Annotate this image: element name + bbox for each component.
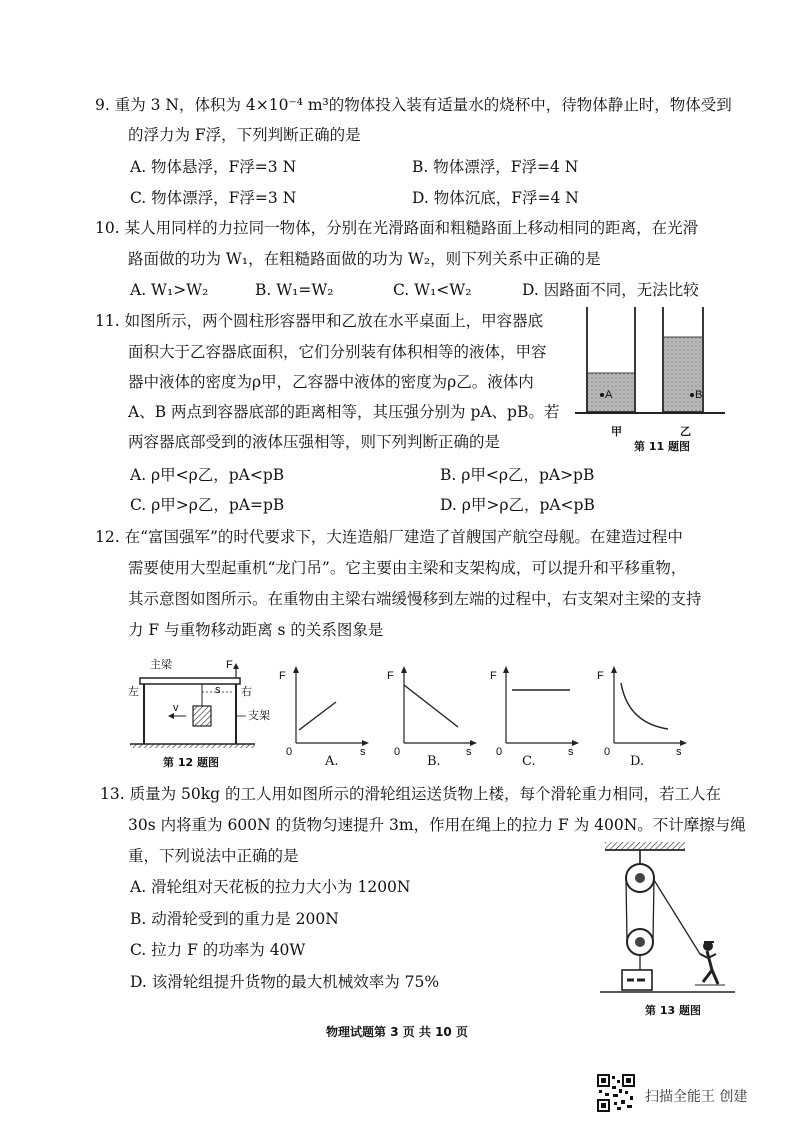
q12-right-label: 右	[241, 686, 252, 698]
q11-figure-containers	[575, 305, 725, 420]
q11-option-c: C. ρ甲>ρ乙，pA=pB	[130, 496, 285, 514]
q12-graph-b-origin: 0	[394, 746, 401, 758]
q12-graph-d	[608, 665, 688, 747]
q11-point-a-label: A	[605, 389, 613, 401]
q13-stem-line1: 13. 质量为 50kg 的工人用如图所示的滑轮组运送货物上楼，每个滑轮重力相同，若工人在	[100, 785, 721, 803]
q10-option-b: B. W₁=W₂	[255, 281, 334, 299]
q12-graph-b	[398, 665, 478, 747]
q13-option-a: A. 滑轮组对天花板的拉力大小为 1200N	[130, 878, 411, 896]
q11-stem-line1: 11. 如图所示，两个圆柱形容器甲和乙放在水平桌面上，甲容器底	[95, 312, 544, 330]
q12-graph-b-s: s	[466, 746, 472, 758]
q12-graph-b-F: F	[387, 670, 394, 682]
q12-graph-c-F: F	[490, 670, 497, 682]
q9-option-b: B. 物体漂浮，F浮=4 N	[412, 158, 579, 176]
q12-graph-d-label: D.	[630, 754, 645, 769]
q12-s-label: s	[215, 684, 221, 696]
q12-graph-a-s: s	[360, 746, 366, 758]
q11-jia-label: 甲	[611, 425, 622, 438]
page-footer: 物理试题第 3 页 共 10 页	[326, 1025, 468, 1039]
q12-graph-c-s: s	[568, 746, 574, 758]
q11-point-b-label: B	[695, 389, 703, 401]
q9-option-d: D. 物体沉底，F浮=4 N	[412, 189, 579, 207]
q12-stem-line1: 12. 在“富国强军”的时代要求下，大连造船厂建造了首艘国产航空母舰。在建造过程中	[95, 528, 683, 546]
q12-graph-a-F: F	[279, 670, 286, 682]
q13-option-b: B. 动滑轮受到的重力是 200N	[130, 910, 339, 928]
q12-graph-a-label: A.	[325, 754, 339, 769]
q11-option-d: D. ρ甲>ρ乙，pA<pB	[440, 496, 595, 514]
q13-option-c: C. 拉力 F 的功率为 40W	[130, 941, 306, 959]
q12-support-label: 支架	[248, 710, 270, 722]
q13-stem-line2: 30s 内将重为 600N 的货物匀速提升 3m，作用在绳上的拉力 F 为 400N。不计摩擦与绳	[128, 816, 746, 834]
q12-graph-d-s: s	[676, 746, 682, 758]
q12-force-label: F	[226, 659, 233, 671]
q12-graph-a	[290, 665, 370, 747]
q10-option-a: A. W₁>W₂	[130, 281, 209, 299]
q10-stem-line1: 10. 某人用同样的力拉同一物体，分别在光滑路面和粗糙路面上移动相同的距离，在光滑	[95, 219, 699, 237]
q12-stem-line3: 其示意图如图所示。在重物由主梁右端缓慢移到左端的过程中，右支架对主梁的支持	[128, 590, 702, 608]
q13-figure-pulley-system	[600, 842, 735, 1004]
q11-yi-label: 乙	[680, 425, 691, 438]
q12-left-label: 左	[128, 686, 139, 698]
q11-option-a: A. ρ甲<ρ乙，pA<pB	[130, 466, 285, 484]
q10-stem-line2: 路面做的功为 W₁，在粗糙路面做的功为 W₂，则下列关系中正确的是	[128, 250, 601, 268]
q9-stem-line1: 9. 重为 3 N，体积为 4×10⁻⁴ m³的物体投入装有适量水的烧杯中，待物体静止时，物体受到	[95, 96, 732, 114]
q12-graph-b-label: B.	[427, 754, 441, 769]
q13-figure-caption: 第 13 题图	[645, 1004, 701, 1017]
q12-graph-d-F: F	[597, 670, 604, 682]
q10-option-d: D. 因路面不同，无法比较	[522, 281, 699, 299]
q11-option-b: B. ρ甲<ρ乙，pA>pB	[440, 466, 595, 484]
q12-graph-d-origin: 0	[604, 746, 611, 758]
q9-option-a: A. 物体悬浮，F浮=3 N	[130, 158, 297, 176]
q12-v-label: v	[173, 702, 179, 714]
q12-graph-c-label: C.	[522, 754, 536, 769]
q11-stem-line3: 器中液体的密度为ρ甲，乙容器中液体的密度为ρ乙。液体内	[128, 373, 534, 391]
q12-stem-line4: 力 F 与重物移动距离 s 的关系图象是	[128, 621, 384, 639]
q12-graph-c	[500, 665, 580, 747]
watermark-text: 扫描全能王 创建	[645, 1089, 748, 1105]
q9-option-c: C. 物体漂浮，F浮=3 N	[130, 189, 297, 207]
q12-graph-c-origin: 0	[496, 746, 503, 758]
q12-stem-line2: 需要使用大型起重机“龙门吊”。它主要由主梁和支架构成，可以提升和平移重物，	[128, 559, 687, 577]
q11-stem-line2: 面积大于乙容器底面积，它们分别装有体积相等的液体，甲容	[128, 343, 547, 361]
qr-code-icon	[597, 1074, 635, 1112]
q10-option-c: C. W₁<W₂	[393, 281, 472, 299]
q11-stem-line4: A、B 两点到容器底部的距离相等，其压强分别为 pA、pB。若	[128, 403, 560, 421]
q12-graph-a-origin: 0	[286, 746, 293, 758]
q13-stem-line3: 重，下列说法中正确的是	[128, 847, 299, 865]
q12-beam-label: 主梁	[150, 659, 172, 671]
q11-figure-caption: 第 11 题图	[634, 440, 690, 453]
q13-option-d: D. 该滑轮组提升货物的最大机械效率为 75%	[130, 973, 440, 991]
q11-stem-line5: 两容器底部受到的液体压强相等，则下列判断正确的是	[128, 433, 501, 451]
q9-stem-line2: 的浮力为 F浮，下列判断正确的是	[128, 126, 361, 144]
q12-figure-caption: 第 12 题图	[163, 756, 219, 769]
q12-figure-gantry-crane	[130, 660, 255, 750]
